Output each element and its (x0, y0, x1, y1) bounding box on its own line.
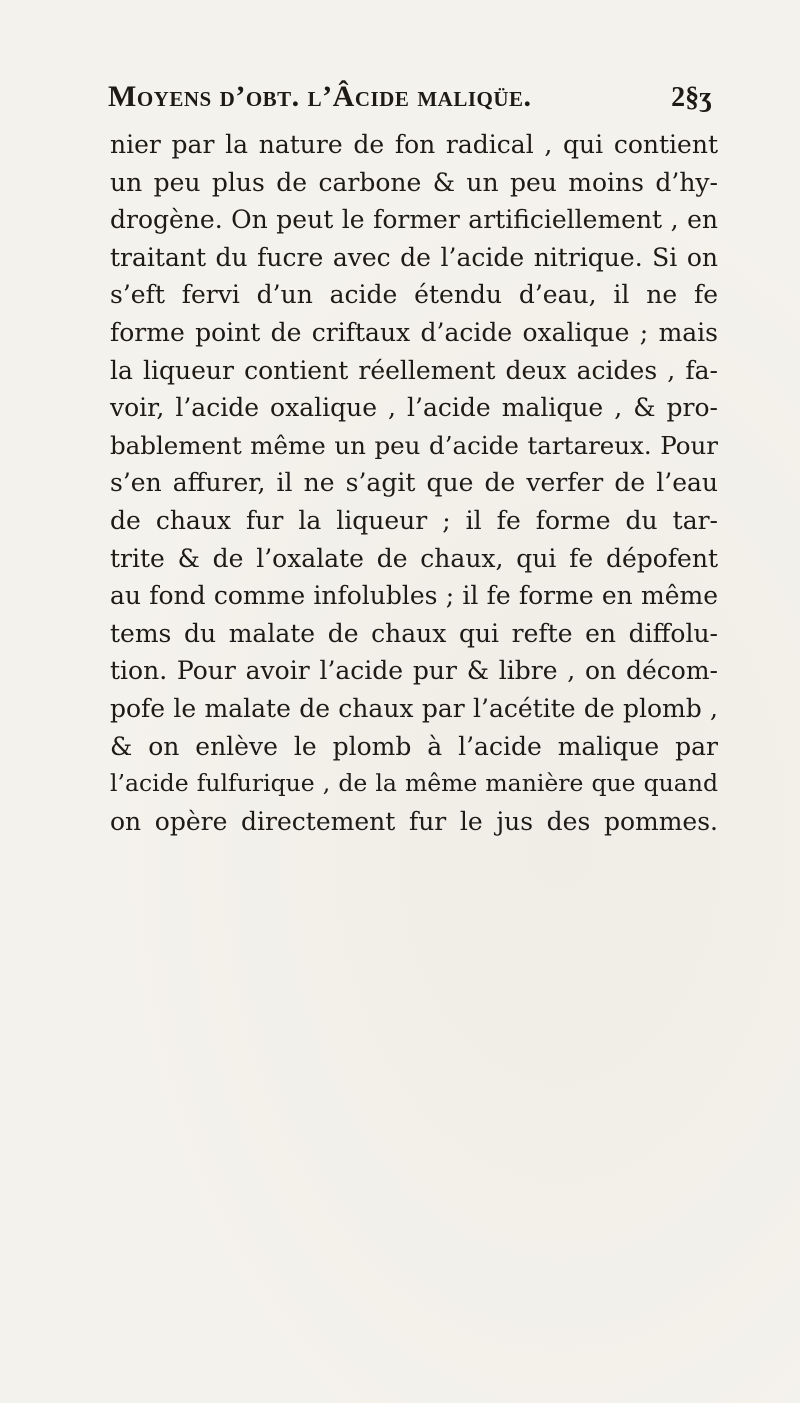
running-head-title: Moyens d’obt. l’Âcide maliqüe. (108, 80, 532, 113)
text-line: voir, l’acide oxalique , l’acide malique , & pro- (110, 393, 718, 423)
text-line: nier par la nature de fon radical , qui contient (110, 130, 718, 159)
text-line: & on enlève le plomb à l’acide malique par (110, 731, 718, 761)
text-line: la liqueur contient réellement deux acides , fa- (110, 355, 718, 385)
text-line: s’eft fervi d’un acide étendu d’eau, il ne fe (110, 280, 718, 310)
text-line: drogène. On peut le former artificiellement , en (110, 205, 718, 235)
text-line: pofe le malate de chaux par l’acétite de plomb , (110, 693, 718, 723)
text-line: tion. Pour avoir l’acide pur & libre , on décom- (110, 656, 718, 686)
text-line: tems du malate de chaux qui refte en diffolu- (110, 618, 718, 648)
text-line: s’en affurer, il ne s’agit que de verfer de l’eau (110, 468, 718, 498)
text-line: traitant du fucre avec de l’acide nitrique. Si on (110, 242, 718, 272)
text-line: on opère directement fur le jus des pommes. (110, 806, 718, 836)
text-line: trite & de l’oxalate de chaux, qui fe dépofent (110, 543, 718, 573)
text-line: l’acide fulfurique , de la même manière que quand (110, 769, 718, 798)
body-paragraph (110, 126, 718, 840)
page-number: 2§ʒ (671, 82, 712, 113)
text-line: de chaux fur la liqueur ; il fe forme du tar- (110, 505, 718, 535)
running-head (108, 80, 712, 124)
text-line: forme point de criftaux d’acide oxalique ; mais (110, 317, 718, 347)
text-line: au fond comme infolubles ; il fe forme en même (110, 581, 718, 611)
text-line: bablement même un peu d’acide tartareux. Pour (110, 430, 718, 460)
text-line: un peu plus de carbone & un peu moins d’hy- (110, 167, 718, 197)
